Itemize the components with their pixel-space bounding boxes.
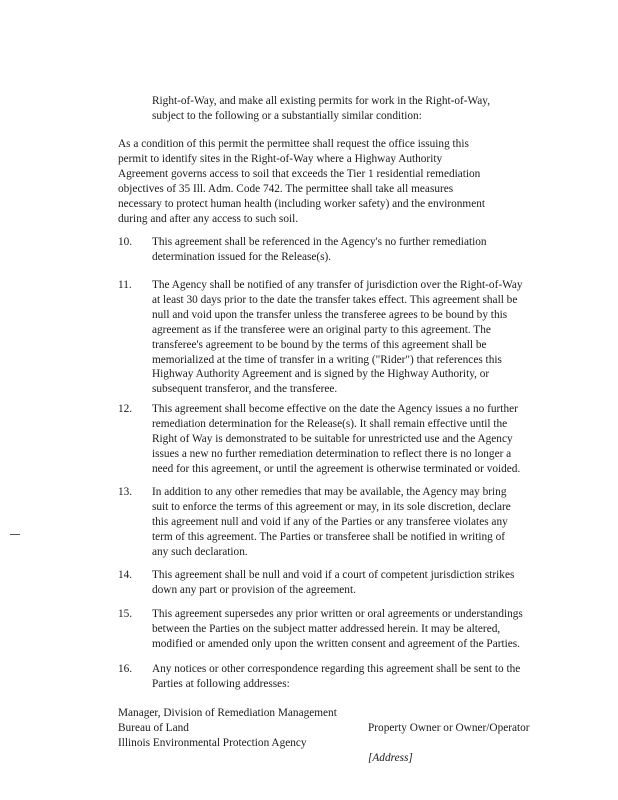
item-text: In addition to any other remedies that may be available, the Agency may bring suit to enforce the terms of this agreement or may, in its sole discretion, declare this agreement null and void if any of the Parties or any transferee violates any term of this agreement. The Parties or transferee shall be notified in writing of any such declaration. (152, 486, 511, 558)
item-text: This agreement shall be null and void if a court of competent jurisdiction strikes down any part or provision of the agreement. (152, 569, 515, 596)
intro-paragraph: Right-of-Way, and make all existing permits for work in the Right-of-Way, subject to the following or a substantially similar condition: (152, 95, 491, 122)
owner-title: Property Owner or Owner/Operator (368, 721, 530, 734)
item-text: Any notices or other correspondence regarding this agreement shall be sent to the Parties at following addresses: (152, 663, 521, 690)
address-placeholder: [Address] (368, 751, 413, 764)
condition-paragraph: As a condition of this permit the permittee shall request the office issuing this permit to identify sites in the Right-of-Way where a Highway Authority Agreement governs access to soil that exceeds the Tier 1 residential remediation objectives of 35 Ill. Adm. Code 742. The permittee shall take all measures necessary to protect human health (including worker safety) and the environment during and after any access to such soil. (118, 138, 486, 225)
item-number: 14. (118, 569, 133, 581)
agency-address: Manager, Division of Remediation Management Bureau of Land Illinois Environmental Protection Agency (118, 707, 337, 749)
item-text: This agreement shall be referenced in the Agency's no further remediation determination issued for the Release(s). (152, 236, 487, 263)
owner-address (368, 706, 568, 781)
item-number: 15. (118, 608, 133, 620)
item-text: This agreement shall become effective on the date the Agency issues a no further remediation determination for the Release(s). It shall remain effective until the Right of Way is demonstrated to be suitable for unrestricted use and the Agency issues a new no further remediation determination to reflect there is no longer a need for this agreement, or until the agreement is otherwise terminated or voided. (152, 403, 521, 475)
item-number: 13. (118, 486, 133, 498)
margin-mark (10, 534, 20, 535)
item-number: 16. (118, 663, 133, 675)
item-text: This agreement supersedes any prior written or oral agreements or understandings between the Parties on the subject matter addressed herein. It may be altered, modified or amended only upon the written consent and agreement of the Parties. (152, 608, 523, 650)
item-text: The Agency shall be notified of any transfer of jurisdiction over the Right-of-Way at least 30 days prior to the date the transfer takes effect. This agreement shall be null and void upon the transfer unless the transferee agrees to be bound by this agreement as if the transferee were an original party to this agreement. The transferee's agreement to be bound by the terms of this agreement shall be memorialized at the time of transfer in a writing ("Rider") that references this Highway Authority Agreement and is signed by the Highway Authority, or subsequent transferor, and the transferee. (152, 279, 523, 396)
item-number: 10. (118, 236, 133, 248)
item-number: 11. (118, 279, 132, 291)
item-number: 12. (118, 403, 133, 415)
